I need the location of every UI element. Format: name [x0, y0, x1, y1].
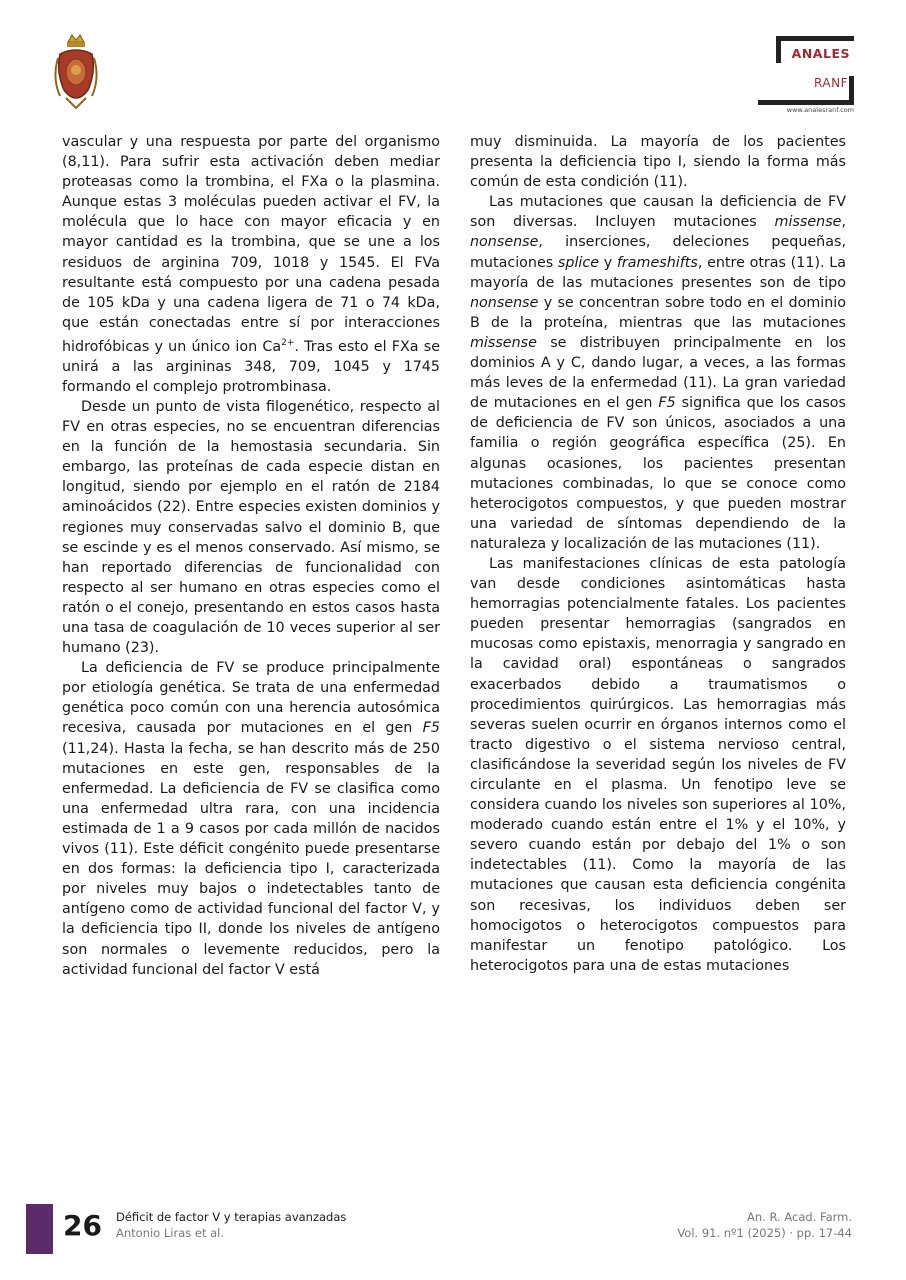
paragraph: Las mutaciones que causan la deficiencia de FV son diversas. Incluyen mutaciones missense, nonsense, inserciones, deleciones pequeñas, mutaciones splice y frameshifts, entre otras (11). La mayoría de las mutaciones presentes son de tipo nonsense y se concentran sobre todo en el dominio B de la proteína, mientras que las mutaciones missense se distribuyen principalmente en los dominios A y C, dando lugar, a veces, a las formas más leves de la enfermedad (11). La gran variedad de mutaciones en el gen F5 significa que los casos de deficiencia de FV son únicos, asociados a una familia o región geográfica específica (25). En algunas ocasiones, los pacientes presentan mutaciones combinadas, lo que se conoce como heterocigotos compuestos, y que pueden mostrar una variedad de síntomas dependiendo de la naturaleza y localización de las mutaciones (11).	[470, 194, 846, 552]
footer-journal: An. R. Acad. Farm.	[747, 1210, 852, 1224]
footer-volume: Vol. 91. nº1 (2025) · pp. 17-44	[677, 1226, 852, 1240]
paragraph: vascular y una respuesta por parte del organismo (8,11). Para sufrir esta activación deben mediar proteasas como la trombina, el FXa o la plasmina. Aunque estas 3 moléculas pueden activar el FV, la molécula que lo hace con mayor eficacia y en mayor cantidad es la trombina, que se une a los residuos de arginina 709, 1018 y 1545. El FVa resultante está compuesto por una cadena pesada de 105 kDa y una cadena ligera de 71 o 74 kDa, que están conectadas entre sí por interacciones hidrofóbicas y un único ion $Ca^{2+}$. Tras esto el FXa se unirá a las argininas 348, 709, 1045 y 1745 formando el complejo protrombinasa.	[62, 134, 440, 395]
paragraph: Las manifestaciones clínicas de esta patología van desde condiciones asintomáticas hasta hemorragias potencialmente fatales. Los pacientes pueden presentar hemorragias (sangrados en mucosas como epistaxis, menorragia y sangrado en la cavidad oral) espontáneas o sangrados exacerbados debido a traumatismos o procedimientos quirúrgicos. Las hemorragias más severas suelen ocurrir en órganos internos como el tracto digestivo o el sistema nervioso central, clasificándose la severidad según los niveles de FV circulante en el plasma. Un fenotipo leve se considera cuando los niveles son superiores al 10%, moderado cuando están entre el 1% y el 10%, y severo cuando están por debajo del 1% o son indetectables (11). Como la mayoría de las mutaciones que causan esta deficiencia congénita son recesivas, los individuos deben ser homocigotos o heterocigotos compuestos para manifestar un fenotipo patológico. Los heterocigotos para una de estas mutaciones	[470, 555, 846, 974]
footer-article-title: Déficit de factor V y terapias avanzadas	[116, 1210, 347, 1224]
paragraph: muy disminuida. La mayoría de los pacientes presenta la deficiencia tipo I, siendo la forma más común de esta condición (11).	[470, 134, 846, 191]
paragraph: La deficiencia de FV se produce principalmente por etiología genética. Se trata de una enfermedad genética poco común con una herencia autosómica recesiva, causada por mutaciones en el gen F5 (11,24). Hasta la fecha, se han descrito más de 250 mutaciones en este gen, responsables de la enfermedad. La deficiencia de FV se clasifica como una enfermedad ultra rara, con una incidencia estimada de 1 a 9 casos por cada millón de nacidos vivos (11). Este déficit congénito puede presentarse en dos formas: la deficiencia tipo I, caracterizada por niveles muy bajos o indetectables tanto de antígeno como de actividad funcional del factor V, y la deficiencia tipo II, donde los niveles de antígeno son normales o levemente reducidos, pero la actividad funcional del factor V está	[62, 660, 440, 978]
footer-accent-bar	[26, 1204, 53, 1254]
anales-ranf-brand	[758, 36, 854, 114]
page-number: 26	[63, 1209, 102, 1242]
left-column	[62, 132, 440, 980]
brand-title: ANALES	[791, 46, 850, 61]
brand-subtitle: RANF	[814, 76, 848, 90]
footer-authors: Antonio Liras et al.	[116, 1226, 225, 1240]
brand-url: www.analesranf.com	[786, 106, 854, 114]
academy-crest-logo	[52, 32, 100, 110]
right-column	[470, 132, 846, 976]
paragraph: Desde un punto de vista filogenético, respecto al FV en otras especies, no se encuentran diferencias en la función de la hemostasia secundaria. Sin embargo, las proteínas de cada especie distan en longitud, siendo por ejemplo en el ratón de 2184 aminoácidos (22). Entre especies existen dominios y regiones muy conservadas salvo el dominio B, que se escinde y es el menos conservado. Así mismo, se han reportado diferencias de funcionalidad con respecto al ser humano en otras especies como el ratón o el conejo, presentando en estos casos hasta una tasa de coagulación de 10 veces superior al ser humano (23).	[62, 398, 440, 657]
